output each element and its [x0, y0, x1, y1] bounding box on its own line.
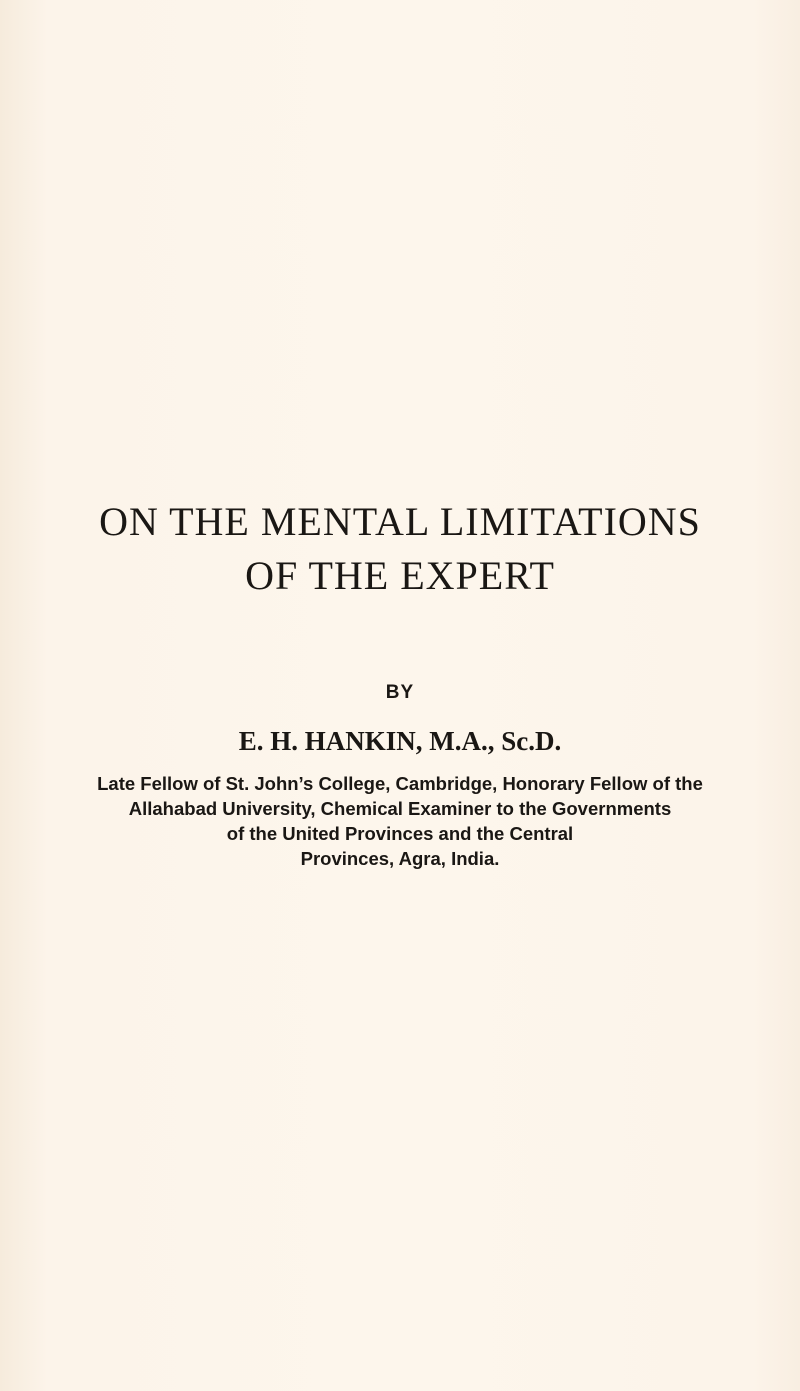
author-affiliation	[0, 771, 800, 871]
book-title-line-2: OF THE EXPERT	[245, 553, 555, 598]
affiliation-line: Provinces, Agra, India.	[300, 848, 500, 869]
author-name: E. H. HANKIN, M.A., Sc.D.	[238, 726, 562, 756]
affiliation-line: Late Fellow of St. John’s College, Cambridge, Honorary Fellow of the	[97, 773, 703, 794]
affiliation-line: Allahabad University, Chemical Examiner to the Governments	[128, 798, 672, 819]
book-title-line-1: ON THE MENTAL LIMITATIONS	[99, 499, 701, 544]
by-label: BY	[385, 682, 415, 703]
affiliation-line: of the United Provinces and the Central	[226, 823, 574, 844]
